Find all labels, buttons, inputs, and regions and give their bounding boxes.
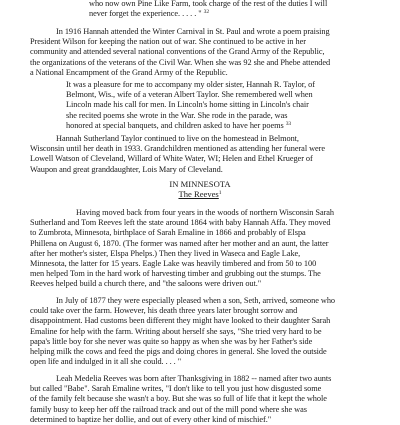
text-line: Waupon and great granddaughter, Lois Mary of Cleveland. <box>30 164 223 174</box>
text-line: honored at special banquets, and children asked to have her poems $^{33}$ <box>66 120 292 130</box>
footnote-marker: 32 <box>203 9 210 16</box>
text-line: never forget the experience. . . . . " $^{32}$ <box>89 9 210 19</box>
text-line: Phillena on August 6, 1870. (The former was named after her mother and an aunt, the latter <box>30 238 329 248</box>
text-line: In 1916 Hannah attended the Winter Carnival in St. Paul and wrote a poem praising <box>56 27 330 36</box>
text-line: the organizations of the veterans of the Civil War. When she was 92 she and Phebe attended <box>30 57 331 67</box>
section-subheading: The Reeves$^1$ <box>178 189 222 199</box>
text-line: disappointment. Had customs been different they might have looked to their daughter Sarah <box>30 316 331 326</box>
paragraph-winter-carnival <box>30 27 330 78</box>
text-line: could take over the farm. However, his death three years later brought sorrow and <box>30 306 298 316</box>
text-line: after her mother's sister, Elspa Phelps.) Then they lived in Waseca and Eagle Lake, <box>30 248 301 258</box>
text-line: Belmont, Wis., wife of a veteran Albert Taylor. She remembered well when <box>66 90 313 100</box>
paragraph-reeves-move <box>30 208 334 290</box>
text-line: determined to baptize her dollie, and out of every other kind of mischief." <box>30 414 272 424</box>
text-line: a National Encampment of the Grand Army of the Republic. <box>30 67 228 77</box>
text-line: she recited poems she wrote in the War. She rode in the parade, was <box>66 110 288 120</box>
text-line: Lowell Watson of Cleveland, Willard of White Water, WI; Helen and Ethel Krueger of <box>30 154 313 164</box>
text-line: of the family felt because she wasn't a boy. But she was so full of life that it kept the whole <box>30 394 327 404</box>
paragraph-leah <box>30 374 331 425</box>
paragraph-continuation <box>89 0 327 19</box>
text-line: papa's little boy for she never was quite so happy as when she was by her Father's side <box>30 336 313 346</box>
text-line: Having moved back from four years in the woods of northern Wisconsin Sarah <box>76 208 335 217</box>
text-line: It was a pleasure for me to accompany my older sister, Hannah R. Taylor, of <box>66 80 315 89</box>
footnote-marker: 1 <box>218 190 222 196</box>
text-line: open life and indulged in it all she could. . . . " <box>30 357 182 367</box>
text-line: helping milk the cows and feed the pigs and doing chores in general. She loved the outside <box>30 346 327 356</box>
text-line: Leah Medelia Reeves was born after Thanksgiving in 1882 -- named after two aunts <box>56 374 332 383</box>
text-line: Minnesota, the latter for 15 years. Eagle Lake was heavily timbered and from 50 to 100 <box>30 258 317 268</box>
paragraph-death <box>30 134 325 175</box>
text-line: to Zumbrota, Minnesota, birthplace of Sarah Emaline in 1866 and probably of Elspa <box>30 228 306 238</box>
text-line: family busy to keep her off the railroad track and out of the mill pond where she was <box>30 404 307 414</box>
text-line: who now own Pine Like Farm, took charge of the rest of the duties I will <box>89 0 328 8</box>
footnote-marker: 33 <box>285 120 292 127</box>
text-line: President Wilson for keeping the nation out of war. She continued to be active in her <box>30 37 306 47</box>
block-quote <box>66 80 315 131</box>
paragraph-seth <box>30 296 335 367</box>
text-line: Lincoln made his call for men. In Lincoln's home sitting in Lincoln's chair <box>66 100 309 110</box>
text-line: Hannah Sutherland Taylor continued to live on the homestead in Belmont, <box>56 134 299 143</box>
text-line: community and attended several national conventions of the Grand Army of the Republic, <box>30 47 325 57</box>
text-line: Emaline for help with the farm. Writing about herself she says, "She tried very hard to be <box>30 326 322 336</box>
text-line: Sutherland and Tom Reeves left the state around 1864 with baby Hannah Affa. They moved <box>30 218 331 228</box>
text-line: men helped Tom in the hard work of harvesting timber and grubbing out the stumps. The <box>30 269 321 279</box>
text-line: Reeves helped build a church there, and "the saloons were driven out." <box>30 279 262 289</box>
text-line: In July of 1877 they were especially pleased when a son, Seth, arrived, someone who <box>56 296 336 305</box>
text-line: but called "Babe". Sarah Emaline writes, "I don't like to tell you just how disgusted some <box>30 384 322 394</box>
section-heading: IN MINNESOTA <box>169 179 231 189</box>
text-line: Wisconsin until her death in 1933. Grandchildren mentioned as attending her funeral were <box>30 144 326 154</box>
